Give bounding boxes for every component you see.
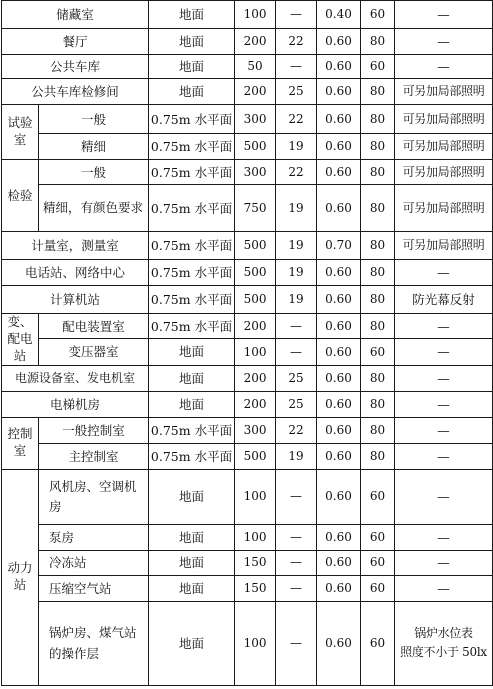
ra-cell: 80: [361, 365, 395, 391]
ra-cell: 80: [361, 134, 395, 160]
lux-cell: 300: [235, 160, 276, 185]
sub-place-cell: 配电装置室: [39, 314, 149, 339]
plane-cell: 0.75m 水平面: [149, 417, 235, 443]
ra-cell: 60: [361, 524, 395, 550]
u0-cell: 0.60: [317, 286, 361, 314]
note-cell: 可另加局部照明: [395, 134, 493, 160]
note-cell: —: [395, 55, 493, 79]
ugr-cell: 22: [276, 29, 317, 55]
lux-cell: 150: [235, 550, 276, 575]
group-cell: [2, 469, 39, 685]
place-cell: 电源设备室、发电机室: [2, 365, 149, 391]
note-line: 锅炉水位表: [414, 625, 473, 640]
u0-cell: 0.60: [317, 469, 361, 524]
u0-cell: 0.60: [317, 365, 361, 391]
plane-cell: 地面: [149, 79, 235, 105]
sub-place-cell: 一般: [39, 160, 149, 185]
lux-cell: 750: [235, 185, 276, 232]
plane-cell: 0.75m 水平面: [149, 314, 235, 339]
ra-cell: 80: [361, 79, 395, 105]
table-row: [2, 79, 493, 105]
lux-cell: 150: [235, 575, 276, 601]
lux-cell: 200: [235, 365, 276, 391]
ugr-cell: 19: [276, 185, 317, 232]
table-row: [2, 417, 493, 443]
lux-cell: 100: [235, 524, 276, 550]
ugr-cell: 22: [276, 105, 317, 134]
place-cell: 餐厅: [2, 29, 149, 55]
ugr-cell: 19: [276, 134, 317, 160]
lux-cell: 200: [235, 79, 276, 105]
plane-cell: 0.75m 水平面: [149, 105, 235, 134]
group-cell: 检验: [2, 160, 39, 232]
note-cell: —: [395, 417, 493, 443]
table-row: [2, 314, 493, 339]
table-row: [2, 339, 493, 365]
ra-cell: 80: [361, 29, 395, 55]
ugr-cell: 25: [276, 79, 317, 105]
u0-cell: 0.60: [317, 391, 361, 417]
plane-cell: 地面: [149, 524, 235, 550]
ugr-cell: —: [276, 524, 317, 550]
u0-cell: 0.60: [317, 575, 361, 601]
note-line: 照度不小于 50lx: [400, 645, 487, 660]
ugr-cell: 19: [276, 443, 317, 469]
note-cell: [395, 601, 493, 685]
plane-cell: 地面: [149, 1, 235, 29]
ra-cell: 80: [361, 160, 395, 185]
ugr-cell: 25: [276, 365, 317, 391]
ra-cell: 80: [361, 443, 395, 469]
plane-cell: 0.75m 水平面: [149, 260, 235, 286]
group-label: 变、配电站: [7, 314, 33, 363]
sub-place-cell: 泵房: [39, 524, 149, 550]
ugr-cell: 19: [276, 232, 317, 260]
note-cell: 可另加局部照明: [395, 79, 493, 105]
u0-cell: 0.70: [317, 232, 361, 260]
plane-cell: 0.75m 水平面: [149, 232, 235, 260]
group-label: 动力站: [7, 560, 33, 593]
place-cell: 电梯机房: [2, 391, 149, 417]
ugr-cell: —: [276, 55, 317, 79]
note-cell: —: [395, 1, 493, 29]
ra-cell: 60: [361, 469, 395, 524]
sub-place-cell: 压缩空气站: [39, 575, 149, 601]
group-cell: [2, 105, 39, 160]
table-row: [2, 601, 493, 685]
sub-place-cell: 一般: [39, 105, 149, 134]
plane-cell: 0.75m 水平面: [149, 134, 235, 160]
u0-cell: 0.60: [317, 260, 361, 286]
note-cell: —: [395, 314, 493, 339]
ra-cell: 80: [361, 286, 395, 314]
table-row: [2, 550, 493, 575]
u0-cell: 0.60: [317, 524, 361, 550]
place-cell: 公共车库: [2, 55, 149, 79]
note-cell: —: [395, 443, 493, 469]
note-cell: 可另加局部照明: [395, 232, 493, 260]
ugr-cell: —: [276, 550, 317, 575]
ugr-cell: —: [276, 339, 317, 365]
table-row: [2, 286, 493, 314]
note-cell: 可另加局部照明: [395, 160, 493, 185]
lux-cell: 100: [235, 1, 276, 29]
sub-place-cell: 精细: [39, 134, 149, 160]
ra-cell: 60: [361, 601, 395, 685]
u0-cell: 0.60: [317, 185, 361, 232]
place-cell: 电话站、网络中心: [2, 260, 149, 286]
ra-cell: 60: [361, 55, 395, 79]
ugr-cell: 19: [276, 286, 317, 314]
note-cell: —: [395, 469, 493, 524]
table-row: [2, 524, 493, 550]
lux-cell: 200: [235, 29, 276, 55]
u0-cell: 0.60: [317, 417, 361, 443]
group-cell: [2, 314, 39, 366]
ra-cell: 60: [361, 339, 395, 365]
sub-place-cell: 主控制室: [39, 443, 149, 469]
ra-cell: 80: [361, 185, 395, 232]
plane-cell: 地面: [149, 29, 235, 55]
plane-cell: 地面: [149, 575, 235, 601]
lux-cell: 500: [235, 260, 276, 286]
table-row: [2, 575, 493, 601]
lux-cell: 300: [235, 417, 276, 443]
u0-cell: 0.60: [317, 79, 361, 105]
lux-cell: 500: [235, 443, 276, 469]
plane-cell: 0.75m 水平面: [149, 160, 235, 185]
plane-cell: 地面: [149, 601, 235, 685]
group-cell: [2, 417, 39, 469]
note-cell: —: [395, 339, 493, 365]
table-row: [2, 391, 493, 417]
ra-cell: 80: [361, 260, 395, 286]
group-label: 试验室: [7, 115, 33, 147]
table-row: [2, 55, 493, 79]
note-cell: —: [395, 260, 493, 286]
plane-cell: 地面: [149, 55, 235, 79]
plane-cell: 0.75m 水平面: [149, 185, 235, 232]
table-row: [2, 134, 493, 160]
ugr-cell: 22: [276, 160, 317, 185]
sub-place-cell: 冷冻站: [39, 550, 149, 575]
sub-place-cell: 精细，有颜色要求: [39, 185, 149, 232]
place-cell: 计量室，测量室: [2, 232, 149, 260]
u0-cell: 0.60: [317, 601, 361, 685]
ra-cell: 60: [361, 1, 395, 29]
ugr-cell: —: [276, 469, 317, 524]
lux-cell: 50: [235, 55, 276, 79]
table-row: [2, 29, 493, 55]
illuminance-standard-table: [1, 0, 493, 686]
table-row: [2, 260, 493, 286]
u0-cell: 0.60: [317, 55, 361, 79]
note-cell: 可另加局部照明: [395, 185, 493, 232]
note-cell: —: [395, 524, 493, 550]
ugr-cell: 19: [276, 260, 317, 286]
ugr-cell: —: [276, 1, 317, 29]
lux-cell: 100: [235, 601, 276, 685]
note-cell: 防光幕反射: [395, 286, 493, 314]
note-cell: —: [395, 29, 493, 55]
u0-cell: 0.60: [317, 314, 361, 339]
table-row: [2, 232, 493, 260]
ugr-cell: 25: [276, 391, 317, 417]
note-cell: —: [395, 365, 493, 391]
u0-cell: 0.60: [317, 134, 361, 160]
u0-cell: 0.60: [317, 29, 361, 55]
ra-cell: 80: [361, 417, 395, 443]
ugr-cell: —: [276, 575, 317, 601]
u0-cell: 0.60: [317, 443, 361, 469]
lux-cell: 100: [235, 339, 276, 365]
plane-cell: 地面: [149, 550, 235, 575]
plane-cell: 0.75m 水平面: [149, 286, 235, 314]
note-cell: —: [395, 575, 493, 601]
lux-cell: 100: [235, 469, 276, 524]
group-label: 控制室: [7, 426, 33, 459]
place-cell: 储藏室: [2, 1, 149, 29]
u0-cell: 0.60: [317, 550, 361, 575]
table-row: [2, 185, 493, 232]
u0-cell: 0.40: [317, 1, 361, 29]
lux-cell: 200: [235, 314, 276, 339]
u0-cell: 0.60: [317, 105, 361, 134]
table-row: [2, 160, 493, 185]
sub-place-cell: 变压器室: [39, 339, 149, 365]
u0-cell: 0.60: [317, 339, 361, 365]
ugr-cell: 22: [276, 417, 317, 443]
plane-cell: 地面: [149, 391, 235, 417]
lux-cell: 500: [235, 232, 276, 260]
sub-place-cell: 一般控制室: [39, 417, 149, 443]
lux-cell: 200: [235, 391, 276, 417]
lux-cell: 300: [235, 105, 276, 134]
ra-cell: 80: [361, 314, 395, 339]
ugr-cell: —: [276, 314, 317, 339]
note-cell: 可另加局部照明: [395, 105, 493, 134]
place-cell: 计算机站: [2, 286, 149, 314]
table-row: [2, 365, 493, 391]
lux-cell: 500: [235, 134, 276, 160]
table-row: [2, 469, 493, 524]
lux-cell: 500: [235, 286, 276, 314]
ra-cell: 60: [361, 575, 395, 601]
plane-cell: 地面: [149, 469, 235, 524]
table-row: [2, 105, 493, 134]
u0-cell: 0.60: [317, 160, 361, 185]
note-cell: —: [395, 391, 493, 417]
plane-cell: 0.75m 水平面: [149, 443, 235, 469]
table-row: [2, 1, 493, 29]
table-row: [2, 443, 493, 469]
ra-cell: 60: [361, 550, 395, 575]
place-cell: 公共车库检修间: [2, 79, 149, 105]
plane-cell: 地面: [149, 339, 235, 365]
ra-cell: 80: [361, 232, 395, 260]
ra-cell: 80: [361, 391, 395, 417]
sub-place-cell: 锅炉房、煤气站的操作层: [39, 601, 149, 685]
plane-cell: 地面: [149, 365, 235, 391]
ugr-cell: —: [276, 601, 317, 685]
ra-cell: 80: [361, 105, 395, 134]
note-cell: —: [395, 550, 493, 575]
sub-place-cell: 风机房、空调机房: [39, 469, 149, 524]
